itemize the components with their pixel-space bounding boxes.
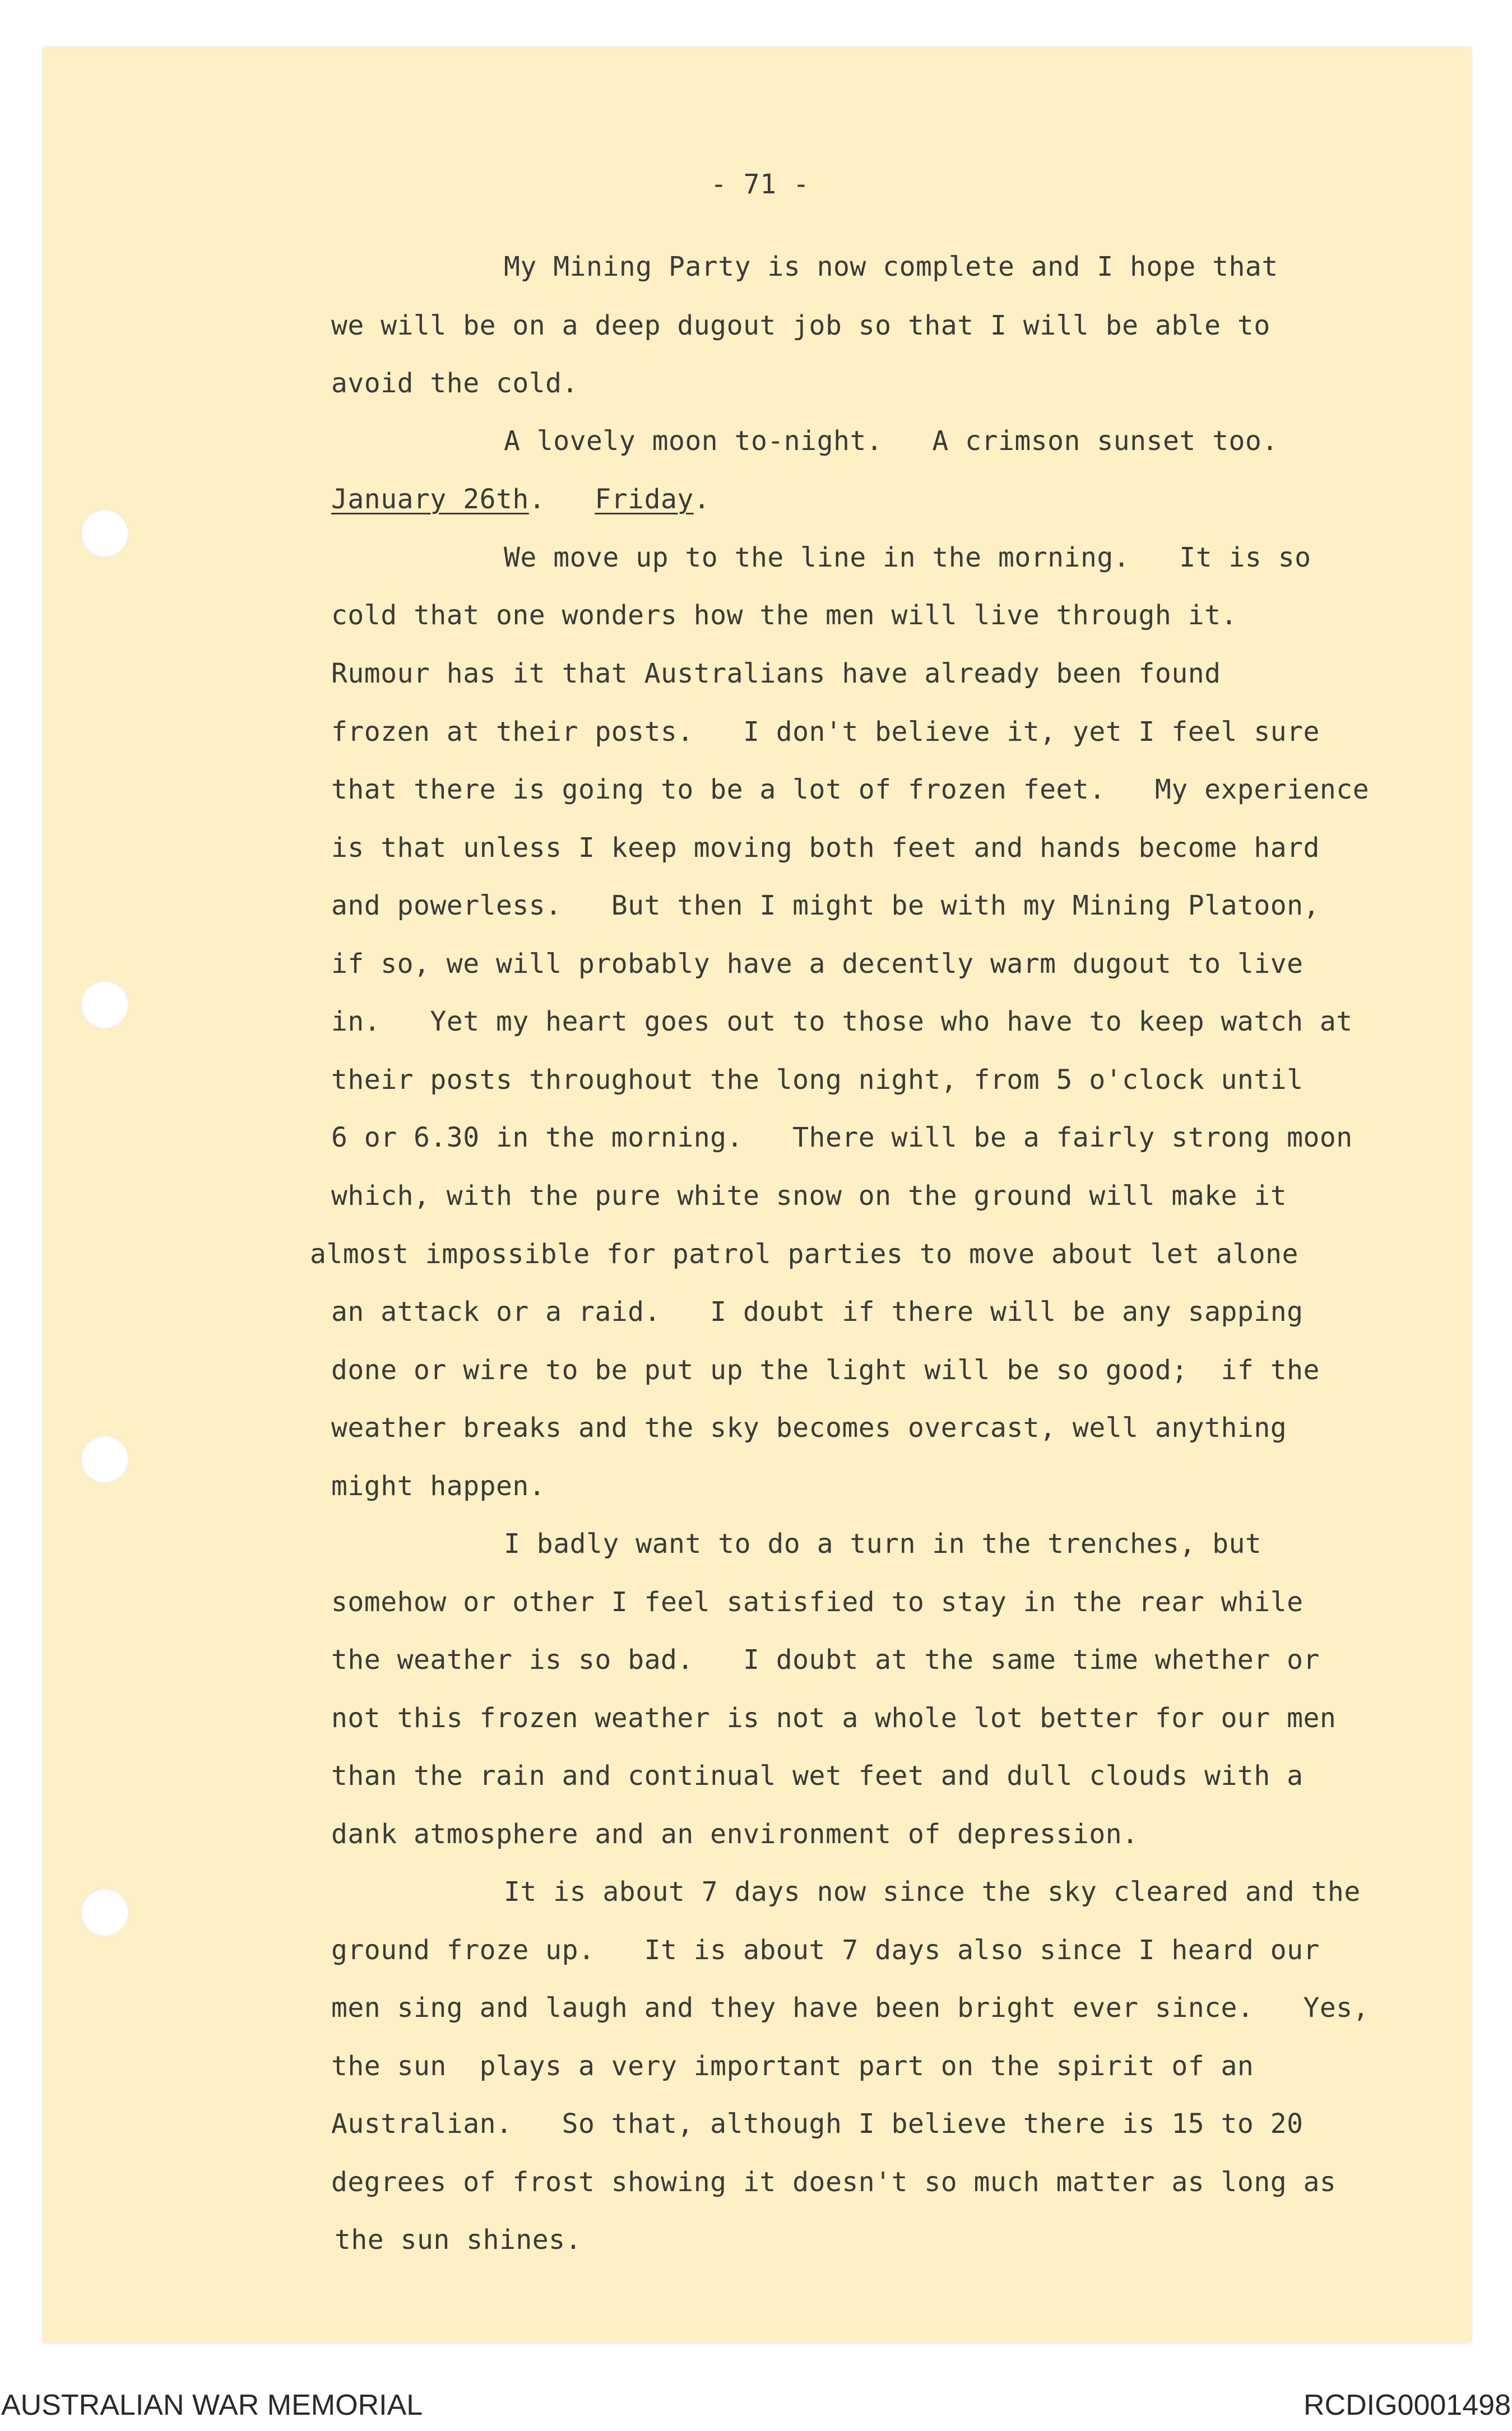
text-line: and powerless. But then I might be with my Mining Platoon, xyxy=(331,890,1320,921)
text-line: frozen at their posts. I don't believe it, yet I feel sure xyxy=(331,716,1320,748)
text-line: is that unless I keep moving both feet and hands become hard xyxy=(331,832,1320,864)
text-line: done or wire to be put up the light will be so good; if the xyxy=(331,1354,1320,1386)
text-line: men sing and laugh and they have been bright ever since. Yes, xyxy=(331,1992,1370,2024)
text-line: might happen. xyxy=(331,1470,546,1502)
text-line: Australian. So that, although I believe there is 15 to 20 xyxy=(331,2108,1304,2140)
page-number: - 71 - xyxy=(711,169,810,200)
text-line: almost impossible for patrol parties to move about let alone xyxy=(310,1238,1298,1270)
typed-text xyxy=(43,48,1471,2342)
text-line: My Mining Party is now complete and I hope that xyxy=(504,251,1278,282)
text-line: We move up to the line in the morning. It is so xyxy=(504,542,1311,573)
text-line: avoid the cold. xyxy=(331,368,578,399)
document-page xyxy=(43,48,1471,2342)
text-line: weather breaks and the sky becomes overcast, well anything xyxy=(331,1412,1287,1444)
text-line: which, with the pure white snow on the ground will make it xyxy=(331,1180,1287,1212)
text-line: 6 or 6.30 in the morning. There will be a fairly strong moon xyxy=(331,1122,1353,1153)
text-line: somehow or other I feel satisfied to stay in the rear while xyxy=(331,1586,1304,1618)
text-line: their posts throughout the long night, from 5 o'clock until xyxy=(331,1064,1304,1096)
text-line: the weather is so bad. I doubt at the same time whether or xyxy=(331,1644,1320,1676)
text-line: if so, we will probably have a decently warm dugout to live xyxy=(331,948,1304,980)
entry-day: Friday xyxy=(595,484,694,515)
text-line: It is about 7 days now since the sky cleared and the xyxy=(504,1876,1361,1908)
entry-date: January 26th xyxy=(331,484,529,515)
text-line: the sun plays a very important part on the spirit of an xyxy=(331,2050,1254,2082)
footer-record-id: RCDIG0001498 xyxy=(1304,2389,1511,2421)
text-line: A lovely moon to-night. A crimson sunset too. xyxy=(504,425,1278,457)
text-line: cold that one wonders how the men will live through it. xyxy=(331,600,1237,631)
text-line: Rumour has it that Australians have already been found xyxy=(331,658,1221,689)
text-line: that there is going to be a lot of frozen feet. My experience xyxy=(331,774,1370,805)
text-line: dank atmosphere and an environment of depression. xyxy=(331,1818,1139,1850)
text-line: not this frozen weather is not a whole lot better for our men xyxy=(331,1702,1337,1734)
text-line: the sun shines. xyxy=(335,2224,582,2256)
text-line: in. Yet my heart goes out to those who have to keep watch at xyxy=(331,1006,1353,1037)
text-line: than the rain and continual wet feet and dull clouds with a xyxy=(331,1760,1304,1792)
footer-institution: AUSTRALIAN WAR MEMORIAL xyxy=(1,2389,423,2421)
entry-heading: January 26th. Friday. xyxy=(331,484,711,515)
text-line: degrees of frost showing it doesn't so much matter as long as xyxy=(331,2166,1337,2198)
text-line: ground froze up. It is about 7 days also since I heard our xyxy=(331,1934,1320,1966)
text-line: I badly want to do a turn in the trenches, but xyxy=(504,1528,1262,1560)
text-line: we will be on a deep dugout job so that I will be able to xyxy=(331,310,1270,341)
text-line: an attack or a raid. I doubt if there will be any sapping xyxy=(331,1296,1304,1328)
